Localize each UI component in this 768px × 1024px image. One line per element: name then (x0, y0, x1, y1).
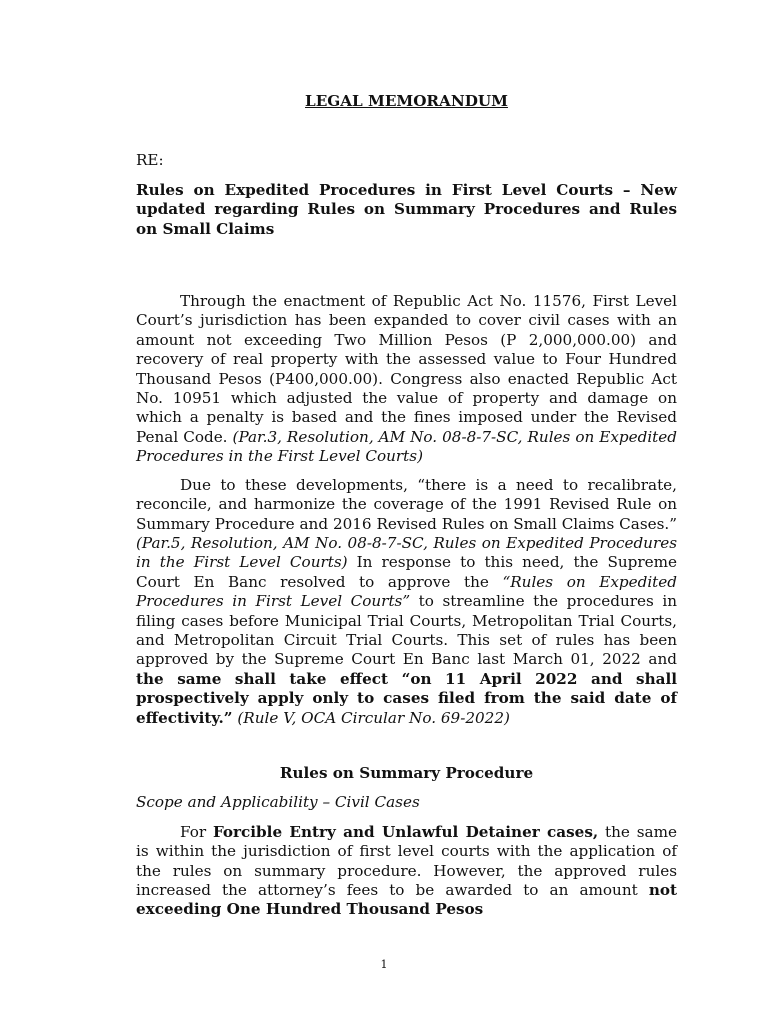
subsection-title: Scope and Applicability – Civil Cases (136, 793, 420, 812)
section-title: Rules on Summary Procedure (279, 763, 534, 782)
paragraph-forcible-entry (136, 823, 677, 920)
paragraph-text: In response to this need, the Supreme Court En Banc resolved to approve the (136, 553, 677, 591)
memo-subject: Rules on Expedited Procedures in First Level Courts – New updated regarding Rules on Summary Procedures and Rules on Small Claims (136, 180, 677, 238)
paragraph-text: For (180, 822, 213, 841)
citation: (Rule V, OCA Circular No. 69-2022) (232, 708, 510, 727)
citation: (Par.3, Resolution, AM No. 08-8-7-SC, Rules on Expedited Procedures in the First Level Courts) (136, 427, 677, 466)
paragraph-developments (136, 476, 677, 728)
quoted-rule-title: “Rules on Expedited Procedures in First Level Courts” (136, 572, 677, 611)
effectivity-statement: the same shall take effect “on 11 April 2022 and shall prospectively apply only to cases filed from the said date of effectivity.” (136, 669, 677, 727)
emphasis-text: Forcible Entry and Unlawful Detainer cases, (212, 822, 599, 841)
paragraph-text: Due to these developments, “there is a need to recalibrate, reconcile, and harmonize the coverage of the 1991 Revised Rule on Summary Procedure and 2016 Revised Rules on Small Claims Cases.” (136, 475, 677, 533)
paragraph-text: Through the enactment of Republic Act No. 11576, First Level Court’s jurisdiction has been expanded to cover civil cases with an amount not exceeding Two Million Pesos (P 2,000,000.00) and recovery of real property with the assessed value to Four Hundred Thousand Pesos (P400,000.00). Congress also enacted Republic Act No. 10951 which adjusted the value of property and damage on which a penalty is based and the fines imposed under the Revised Penal Code. (136, 292, 677, 446)
re-label: RE: (136, 151, 164, 170)
emphasis-text: not exceeding One Hundred Thousand Pesos (136, 881, 677, 919)
page-number: 1 (380, 958, 388, 971)
paragraph-text: to streamline the procedures in filing cases before Municipal Trial Courts, Metropolitan Trial Courts, and Metropolitan Circuit Trial Courts. This set of rules has been approved by the Supreme Court En Banc last March 01, 2022 and (136, 592, 677, 669)
paragraph-jurisdiction (136, 292, 677, 467)
paragraph-text: the same is within the jurisdiction of first level courts with the application of the rules on summary procedure. However, the approved rules increased the attorney’s fees to be awarded to an amount (136, 822, 677, 899)
citation: (Par.5, Resolution, AM No. 08-8-7-SC, Rules on Expedited Procedures in the First Level Courts) (136, 533, 677, 572)
memo-title: LEGAL MEMORANDUM (305, 92, 508, 110)
document-body (136, 92, 677, 929)
